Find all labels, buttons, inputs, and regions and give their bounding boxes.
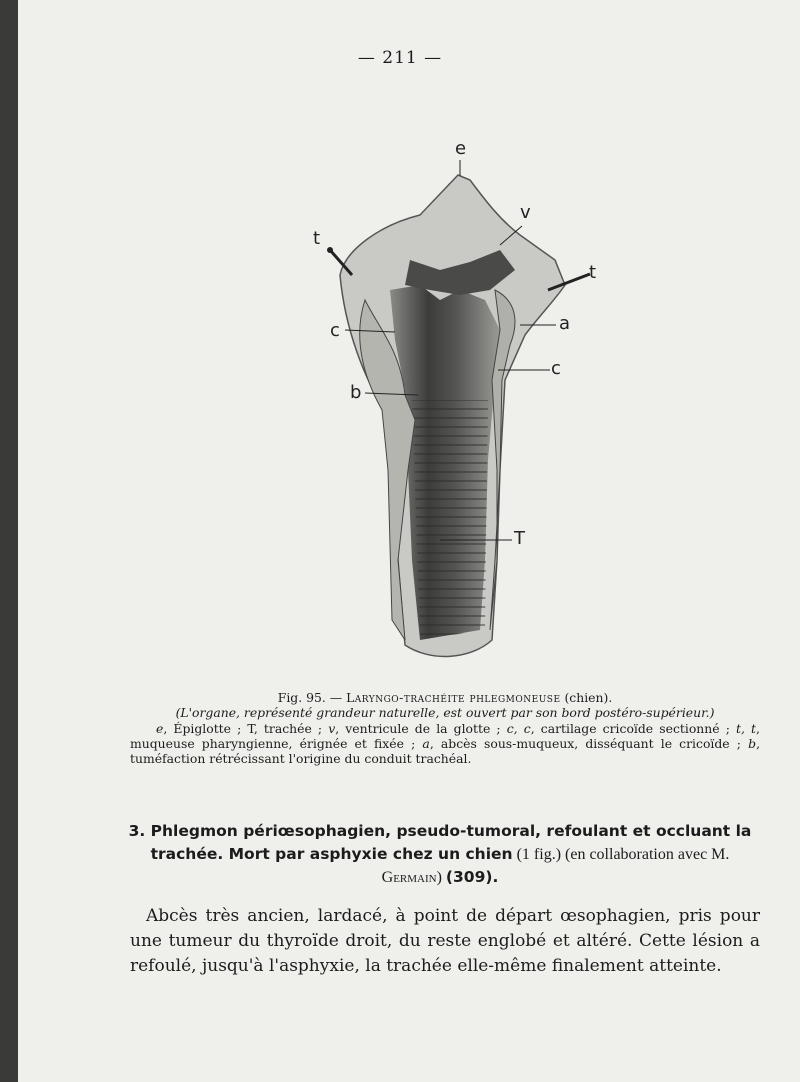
- label-v: v: [520, 202, 531, 223]
- label-t-left: t: [313, 228, 321, 249]
- figure-legend: e, Épiglotte ; T, trachée ; v, ventricule de la glotte ; c, c, cartilage cricoïde sectionné ; t, t, muqueuse pharyngienne, érignée et fixée ; a, abcès sous-muqueux, disséquant le cricoïde ; b, tuméfaction rétrécissant l'origine du conduit trachéal.: [130, 721, 761, 766]
- label-b: b: [350, 382, 362, 403]
- label-a: a: [559, 313, 571, 334]
- section-heading: 3. Phlegmon périœsophagien, pseudo-tumoral, refoulant et occluant la trachée. Mort par asphyxie chez un chien (1 fig.) (en collaboration avec M. Germain) (309).: [128, 822, 752, 886]
- figure-caption: Fig. 95. — Laryngo-trachéite phlegmoneuse (chien).: [277, 690, 613, 705]
- caption-title: Laryngo-trachéite phlegmoneuse: [346, 690, 561, 705]
- label-t-right: t: [589, 262, 597, 283]
- figure-subcaption: (L'organe, représenté grandeur naturelle, est ouvert par son bord postéro-supérieur.): [175, 705, 715, 720]
- label-c-right: c: [551, 358, 561, 379]
- page-number: — 211 —: [357, 48, 443, 68]
- label-T: T: [514, 528, 525, 549]
- label-c-left: c: [330, 320, 340, 341]
- section-body: Abcès très ancien, lardacé, à point de départ œsophagien, pris pour une tumeur du thyroïde droit, du reste englobé et altéré. Cette lésion a refoulé, jusqu'à l'asphyxie, la trachée elle-même finalement atteinte.: [130, 906, 760, 976]
- label-e: e: [455, 138, 467, 159]
